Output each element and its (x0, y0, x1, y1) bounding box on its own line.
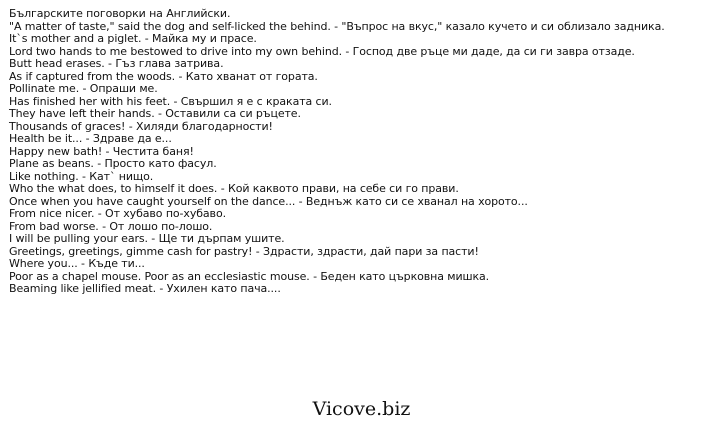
proverb-line: They have left their hands. - Оставили са си ръцете. (9, 107, 301, 120)
site-watermark: Vicove.biz (312, 398, 411, 420)
proverb-line: Health be it... - Здраве да е... (9, 132, 172, 145)
document-title: Българските поговорки на Английски. (9, 7, 231, 20)
proverb-line: Butt head erases. - Гъз глава затрива. (9, 57, 224, 70)
proverb-line: From bad worse. - От лошо по-лошо. (9, 219, 213, 233)
proverb-line: Plane as beans. - Просто като фасул. (9, 157, 217, 170)
proverb-line: Beaming like jellified meat. - Ухилен като пача.... (9, 282, 281, 295)
proverb-line: Like nothing. - Кат` нищо. (9, 169, 154, 183)
proverb-line: Pollinate me. - Опраши ме. (9, 82, 158, 95)
proverb-line: As if captured from the woods. - Като хванат от гората. (9, 69, 318, 83)
proverb-line: "A matter of taste," said the dog and self-licked the behind. - "Въпрос на вкус," казало кучето и си облизало задника. (9, 19, 665, 33)
proverb-line: Greetings, greetings, gimme cash for pastry! - Здрасти, здрасти, дай пари за пасти! (9, 244, 479, 258)
proverb-line: I will be pulling your ears. - Ще ти дърпам ушите. (9, 232, 285, 245)
proverb-line: From nice nicer. - От хубаво по-хубаво. (9, 207, 226, 220)
proverb-line: Has finished her with his feet. - Свършил я е с краката си. (9, 94, 332, 108)
proverbs-document (9, 8, 709, 296)
proverb-line: Thousands of graces! - Хиляди благодарности! (9, 119, 273, 133)
proverb-line: Happy new bath! - Честита баня! (9, 144, 194, 158)
proverb-line: Once when you have caught yourself on the dance... - Веднъж като си се хванал на хорото... (9, 194, 528, 208)
proverb-line: Poor as a chapel mouse. Poor as an ecclesiastic mouse. - Беден като църковна мишка. (9, 269, 490, 283)
proverb-line: Lord two hands to me bestowed to drive into my own behind. - Господ две ръце ми даде, да си ги завра отзаде. (9, 44, 635, 58)
proverb-line: Where you... - Къде ти... (9, 257, 145, 270)
proverb-line: Who the what does, to himself it does. - Кой каквото прави, на себе си го прави. (9, 182, 459, 195)
proverb-line: It`s mother and a piglet. - Майка му и прасе. (9, 32, 257, 45)
